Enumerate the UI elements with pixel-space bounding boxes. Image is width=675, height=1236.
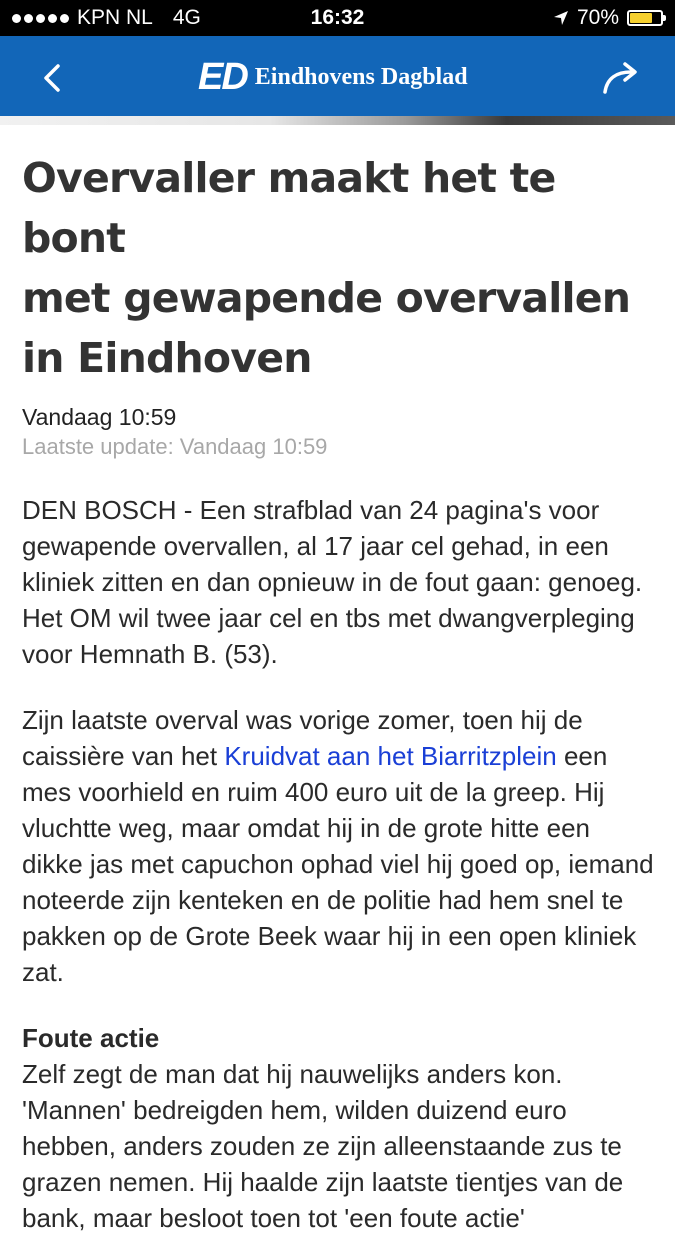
location-arrow-icon: [553, 10, 569, 26]
paragraph-defense: Zelf zegt de man dat hij nauwelijks anders kon. 'Mannen' bedreigden hem, wilden duizend euro hebben, anders zouden ze zijn alleenstaande zus te grazen nemen. Hij haalde zijn laatste tientjes van de bank, maar besloot toen tot 'een foute actie': [22, 1059, 624, 1233]
share-arrow-icon: [601, 58, 645, 98]
carrier-name: KPN NL: [77, 6, 153, 29]
network-type: 4G: [172, 6, 201, 29]
headline-line: in Eindhoven: [22, 334, 312, 382]
brand: [198, 57, 468, 97]
kruidvat-link[interactable]: Kruidvat aan het Biarritzplein: [224, 741, 557, 771]
status-bar: [0, 0, 675, 36]
share-button[interactable]: [601, 58, 645, 98]
article-headline: [22, 148, 657, 388]
paragraph-text: Zijn laatste overval was vorige zomer, toen hij de caissière van het: [22, 705, 583, 771]
brand-name: Eindhovens Dagblad: [254, 63, 468, 90]
battery-icon: [627, 10, 663, 26]
paragraph-intro: DEN BOSCH - Een strafblad van 24 pagina's voor gewapende overvallen, al 17 jaar cel gehad, in een kliniek zitten en dan opnieuw in de fout gaan: genoeg. Het OM wil twee jaar cel en tbs met dwangverpleging voor Hemnath B. (53).: [22, 495, 643, 669]
app-header: [0, 36, 675, 116]
back-button[interactable]: [34, 58, 74, 98]
battery-percent: 70%: [576, 6, 619, 29]
status-right: [553, 6, 663, 30]
status-time: 16:32: [310, 6, 365, 29]
paragraph-text: een mes voorhield en ruim 400 euro uit de la greep. Hij vluchtte weg, maar omdat hij in de grote hitte een dikke jas met capuchon ophad viel hij goed op, iemand noteerde zijn kenteken en de politie had hem snel te pakken op de Grote Beek waar hij in een open kliniek zat.: [22, 741, 654, 987]
chevron-left-icon: [34, 58, 74, 98]
publish-date: Vandaag 10:59: [22, 404, 177, 430]
header-image-strip: [0, 116, 675, 125]
paragraph-robbery: [22, 702, 657, 990]
article: [22, 148, 657, 1236]
headline-line: met gewapende overvallen: [22, 274, 631, 322]
brand-logo: ED: [198, 56, 247, 98]
update-date: Laatste update: Vandaag 10:59: [22, 434, 328, 459]
headline-line: Overvaller maakt het te bont: [22, 154, 556, 262]
subheading: Foute actie: [22, 1023, 160, 1053]
